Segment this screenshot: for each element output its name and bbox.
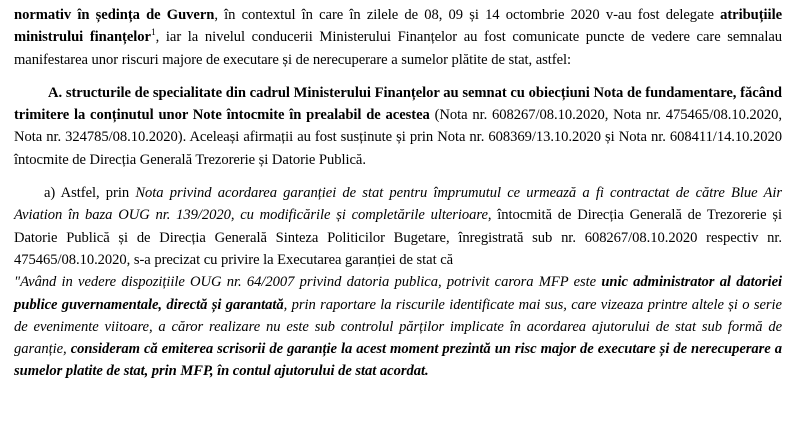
text-run: , întocmită de Direcția Generală de Trezorerie și Datorie Publică și de Direcția Generală Sinteza Politicilor Bugetare, înregistrată sub nr. 608267/08.10.2020 respectiv nr. 475465/08.10.2020, s-a precizat cu privire la Executarea garanției de stat că: [14, 207, 782, 268]
paragraph-subsection-a: [14, 182, 782, 271]
text-run: Nota privind acordarea garanției de stat pentru împrumutul ce urmează a fi contractat de către Blue Air Aviation în baza OUG nr. 139/2020, cu modificările și completările ulterioare: [14, 185, 782, 224]
text-run: "Având in vedere dispozițiile OUG nr. 64/2007 privind datoria publica, potrivit carora MFP este: [14, 274, 602, 291]
text-run: a) Astfel, prin: [44, 185, 136, 202]
text-run: , prin raportare la riscurile identificate mai sus, care vizeaza printre altele și o serie de evenimente viitoare, a căror realizare nu este sub controlul părților implicate în acordarea ajutorului de stat sub formă de garanție,: [14, 296, 782, 358]
text-run: consideram că emiterea scrisorii de garanție la acest moment prezintă un risc major de executare și de nerecuperare a sumelor platite de stat, prin MFP, în contul ajutorului de stat acordat.: [14, 341, 782, 380]
paragraph-quote: [14, 271, 782, 382]
text-run: atribuțiile ministrului finanțelor: [14, 7, 782, 46]
paragraph-section-a: [14, 82, 782, 171]
text-run: normativ în ședința de Guvern: [14, 7, 215, 23]
text-run: , în contextul în care în zilele de 08, 09 și 14 octombrie 2020 v-au fost delegate: [214, 7, 721, 23]
text-run: (Nota nr. 608267/08.10.2020, Nota nr. 475465/08.10.2020, Nota nr. 324785/08.10.2020). Aceleași afirmații au fost susținute și prin Nota nr. 608369/13.10.2020 și Nota nr. 608411/14.10.2020 întocmite de Direcția Generală Trezorerie și Datorie Publică.: [14, 107, 783, 168]
text-run: , iar la nivelul conducerii Ministerului Finanțelor au fost comunicate puncte de vedere care semnalau manifestarea unor riscuri majore de executare și de nerecuperare a sumelor plătite de stat, astfel:: [14, 29, 782, 68]
text-run: unic administrator al datoriei publice guvernamentale, directă și garantată: [14, 274, 783, 313]
text-run: A. structurile de specialitate din cadrul Ministerului Finanțelor au semnat cu obiecțiuni Nota de fundamentare, făcând trimitere la conținutul unor Note întocmite în prealabil de acestea: [14, 84, 782, 124]
paragraph-intro: [14, 4, 782, 71]
footnote-marker: 1: [150, 28, 156, 39]
